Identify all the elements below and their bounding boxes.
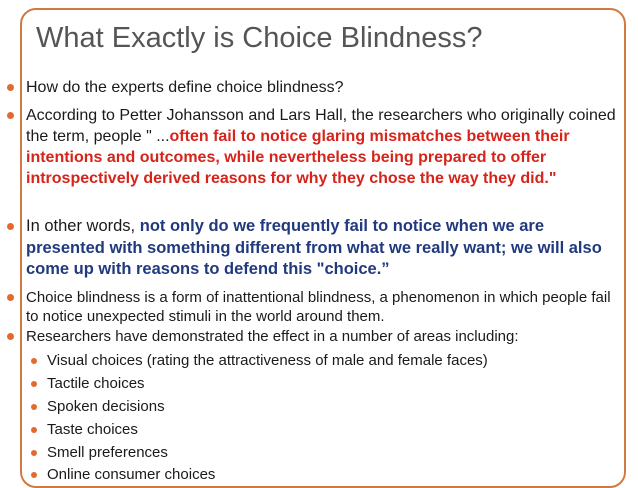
bullet-icon [7,333,14,340]
sub-bullet-text: Smell preferences [47,444,168,461]
bullet-text: Researchers have demonstrated the effect in a number of areas including: [26,328,519,345]
bullet-text: According to Petter Johansson and Lars Hall, the researchers who originally coined the term, people " ... [26,107,616,145]
bullet-icon [31,358,37,364]
bullet-icon [7,112,14,119]
bullet-icon [7,294,14,301]
slide-title: What Exactly is Choice Blindness? [36,22,483,54]
bullet-text: Choice blindness is a form of inattentional blindness, a phenomenon in which people fail to notice unexpected stimuli in the world around them. [26,289,611,325]
sub-bullet-text: Taste choices [47,421,138,438]
sub-bullet-text: Tactile choices [47,375,145,392]
sub-bullet-text: Visual choices (rating the attractiveness of male and female faces) [47,352,488,369]
quote-highlight: often fail to notice glaring mismatches between their intentions and outcomes, while nevertheless being prepared to offer introspectively derived reasons for why they chose the way they did." [26,128,570,187]
emphasis-highlight: not only do we frequently fail to notice when we are presented with something different from what we really want; we will also come up with reasons to defend this "choice.” [26,217,602,278]
sub-bullet-text: Online consumer choices [47,466,216,483]
bullet-icon [7,84,14,91]
bullet-icon [31,472,37,478]
bullet-icon [31,381,37,387]
bullet-text: In other words, [26,217,140,235]
bullet-icon [31,427,37,433]
bullet-icon [31,404,37,410]
bullet-icon [31,450,37,456]
sub-bullet-text: Spoken decisions [47,398,165,415]
bullet-text: How do the experts define choice blindness? [26,79,344,96]
bullet-icon [7,223,14,230]
